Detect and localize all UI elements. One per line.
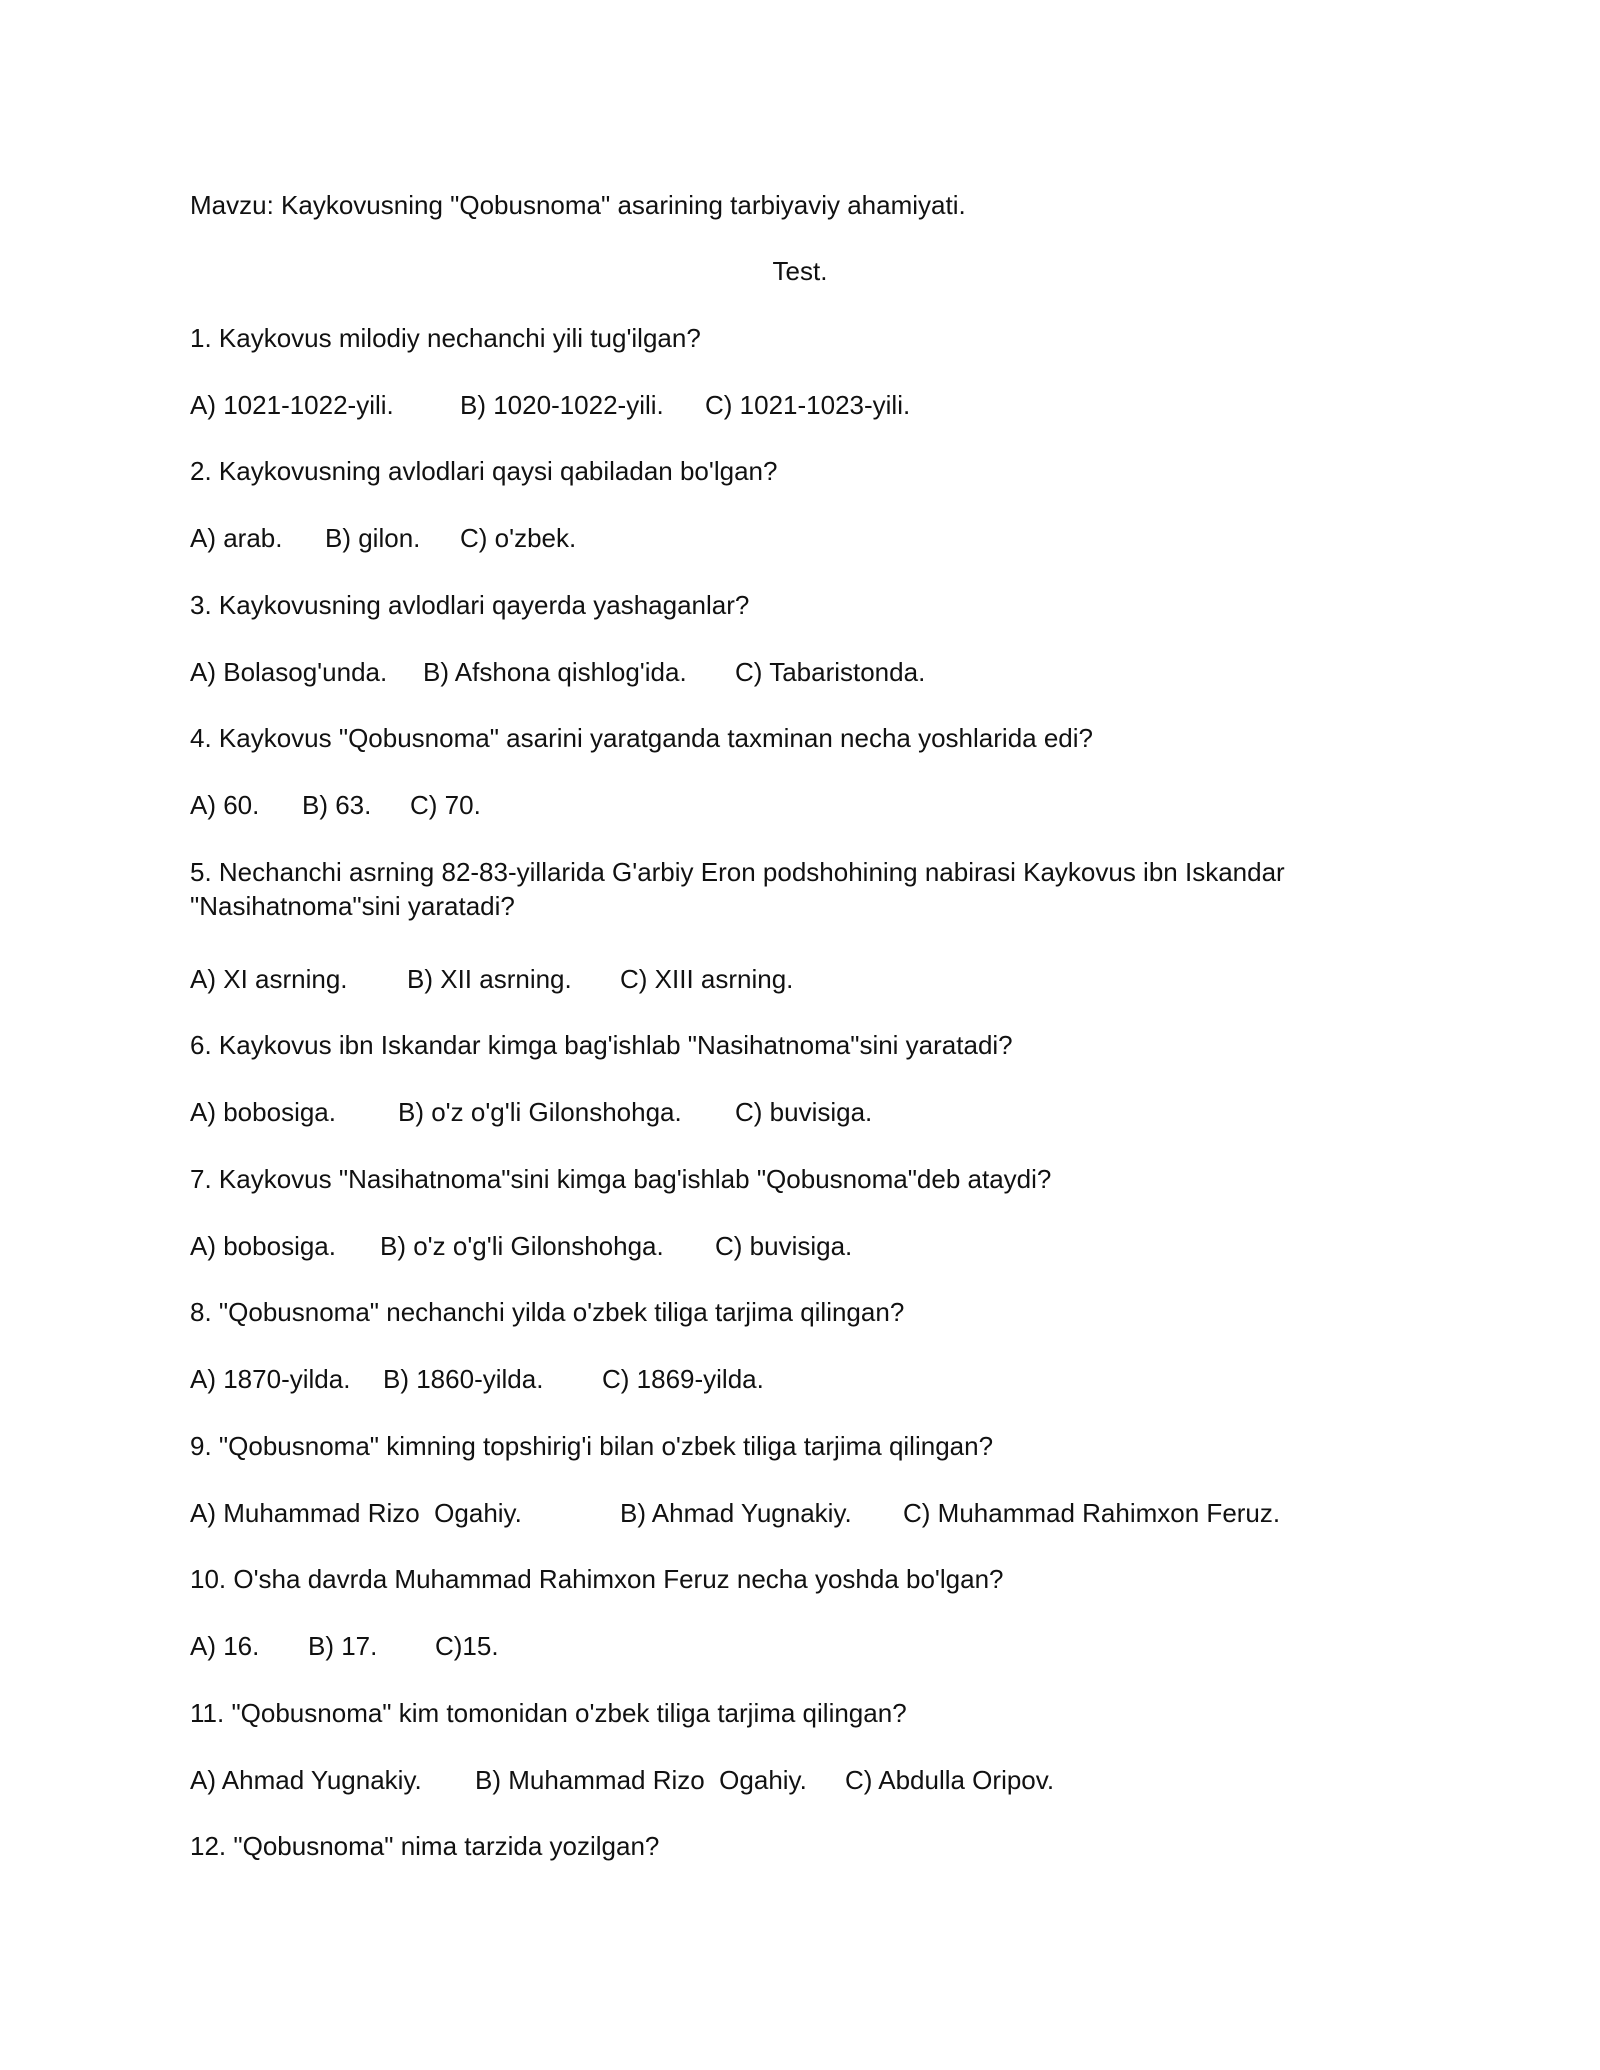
option-a: A) 16. xyxy=(190,1631,260,1661)
option-b: B) gilon. xyxy=(325,523,421,553)
option-b: B) XII asrning. xyxy=(407,964,572,994)
options-11 xyxy=(190,1763,1440,1797)
question-9: 9. "Qobusnoma" kimning topshirig'i bilan o'zbek tiliga tarjima qilingan? xyxy=(190,1431,994,1461)
option-b: B) Muhammad Rizo Ogahiy. xyxy=(475,1765,807,1795)
option-c: C) buvisiga. xyxy=(735,1097,873,1127)
options-8 xyxy=(190,1362,1440,1396)
option-b: B) 17. xyxy=(308,1631,378,1661)
option-c: C) 1869-yilda. xyxy=(602,1364,764,1394)
question-1: 1. Kaykovus milodiy nechanchi yili tug'ilgan? xyxy=(190,323,701,353)
option-b: B) o'z o'g'li Gilonshohga. xyxy=(380,1231,664,1261)
option-a: A) bobosiga. xyxy=(190,1097,336,1127)
option-c: C)15. xyxy=(435,1631,499,1661)
option-b: B) 1860-yilda. xyxy=(383,1364,544,1394)
option-a: A) arab. xyxy=(190,523,283,553)
options-2 xyxy=(190,521,1440,555)
option-b: B) 1020-1022-yili. xyxy=(460,390,664,420)
topic-line: Mavzu: Kaykovusning "Qobusnoma" asarining tarbiyaviy ahamiyati. xyxy=(190,190,966,220)
options-3 xyxy=(190,655,1440,689)
options-4 xyxy=(190,788,1440,822)
question-5: 5. Nechanchi asrning 82-83-yillarida G'arbiy Eron podshohining nabirasi Kaykovus ibn Iskandar "Nasihatnoma"sini yaratadi? xyxy=(190,857,1285,921)
question-12: 12. "Qobusnoma" nima tarzida yozilgan? xyxy=(190,1831,660,1861)
option-a: A) Muhammad Rizo Ogahiy. xyxy=(190,1498,522,1528)
option-a: A) bobosiga. xyxy=(190,1231,336,1261)
option-a: A) 1021-1022-yili. xyxy=(190,390,394,420)
option-c: C) 1021-1023-yili. xyxy=(705,390,911,420)
question-8: 8. "Qobusnoma" nechanchi yilda o'zbek tiliga tarjima qilingan? xyxy=(190,1297,905,1327)
question-7: 7. Kaykovus "Nasihatnoma"sini kimga bag'ishlab "Qobusnoma"deb ataydi? xyxy=(190,1164,1052,1194)
option-c: C) Tabaristonda. xyxy=(735,657,926,687)
options-7 xyxy=(190,1229,1440,1263)
option-a: A) 60. xyxy=(190,790,260,820)
options-1 xyxy=(190,388,1440,422)
options-9 xyxy=(190,1496,1440,1530)
option-b: B) o'z o'g'li Gilonshohga. xyxy=(398,1097,682,1127)
option-c: C) Abdulla Oripov. xyxy=(845,1765,1055,1795)
option-b: B) Ahmad Yugnakiy. xyxy=(620,1498,852,1528)
options-6 xyxy=(190,1095,1440,1129)
question-10: 10. O'sha davrda Muhammad Rahimxon Feruz necha yoshda bo'lgan? xyxy=(190,1564,1004,1594)
option-c: C) buvisiga. xyxy=(715,1231,853,1261)
option-a: A) Bolasog'unda. xyxy=(190,657,388,687)
option-a: A) XI asrning. xyxy=(190,964,348,994)
option-b: B) 63. xyxy=(302,790,372,820)
option-a: A) 1870-yilda. xyxy=(190,1364,351,1394)
question-2: 2. Kaykovusning avlodlari qaysi qabiladan bo'lgan? xyxy=(190,456,778,486)
question-6: 6. Kaykovus ibn Iskandar kimga bag'ishlab "Nasihatnoma"sini yaratadi? xyxy=(190,1030,1013,1060)
option-a: A) Ahmad Yugnakiy. xyxy=(190,1765,422,1795)
option-c: C) 70. xyxy=(410,790,481,820)
test-title: Test. xyxy=(772,256,828,286)
options-5 xyxy=(190,962,1440,996)
option-c: C) Muhammad Rahimxon Feruz. xyxy=(903,1498,1281,1528)
question-11: 11. "Qobusnoma" kim tomonidan o'zbek tiliga tarjima qilingan? xyxy=(190,1698,907,1728)
option-c: C) o'zbek. xyxy=(460,523,577,553)
option-c: C) XIII asrning. xyxy=(620,964,794,994)
question-4: 4. Kaykovus "Qobusnoma" asarini yaratganda taxminan necha yoshlarida edi? xyxy=(190,723,1093,753)
question-3: 3. Kaykovusning avlodlari qayerda yashaganlar? xyxy=(190,590,750,620)
option-b: B) Afshona qishlog'ida. xyxy=(423,657,687,687)
options-10 xyxy=(190,1629,1440,1663)
